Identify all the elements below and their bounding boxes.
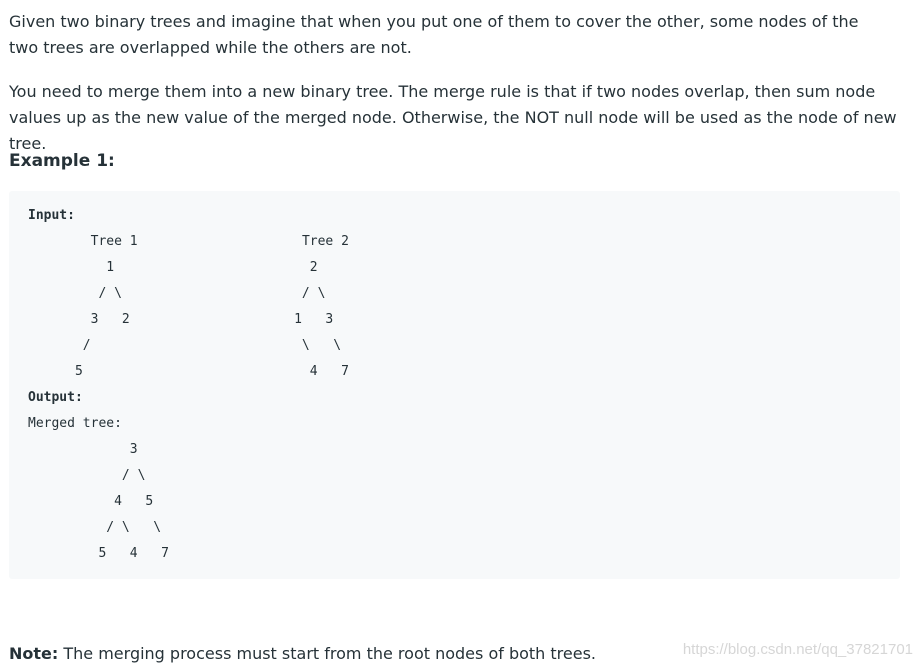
watermark-url: https://blog.csdn.net/qq_37821701 <box>682 641 913 658</box>
output-line-merged-title: Merged tree: <box>28 416 122 431</box>
input-line-level-1: 3 2 1 3 <box>28 312 334 327</box>
input-line-tree-titles: Tree 1 Tree 2 <box>28 234 349 249</box>
output-line-root: 3 <box>28 442 138 457</box>
note-text: The merging process must start from the root nodes of both trees. <box>58 644 597 663</box>
input-line-branches-2: / \ \ <box>28 338 342 353</box>
note-paragraph <box>9 641 596 667</box>
output-line-branches-2: / \ \ <box>28 520 162 535</box>
example-code-block <box>9 191 900 579</box>
output-line-level-2: 5 4 7 <box>28 546 169 561</box>
output-label: Output: <box>28 390 83 405</box>
input-line-level-2: 5 4 7 <box>28 364 349 379</box>
output-line-level-1: 4 5 <box>28 494 154 509</box>
note-label: Note: <box>9 644 59 663</box>
input-label: Input: <box>28 208 75 223</box>
problem-description-paragraph-1: Given two binary trees and imagine that when you put one of them to cover the other, some nodes of the two trees are overlapped while the others are not. <box>9 12 859 57</box>
output-line-branches-1: / \ <box>28 468 146 483</box>
input-line-roots: 1 2 <box>28 260 318 275</box>
example-heading: Example 1: <box>9 151 115 171</box>
problem-description-paragraph-2: You need to merge them into a new binary tree. The merge rule is that if two nodes overlap, then sum node values up as the new value of the merged node. Otherwise, the NOT null node will be used as the node of new tree. <box>9 82 897 153</box>
input-line-branches-1: / \ / \ <box>28 286 326 301</box>
